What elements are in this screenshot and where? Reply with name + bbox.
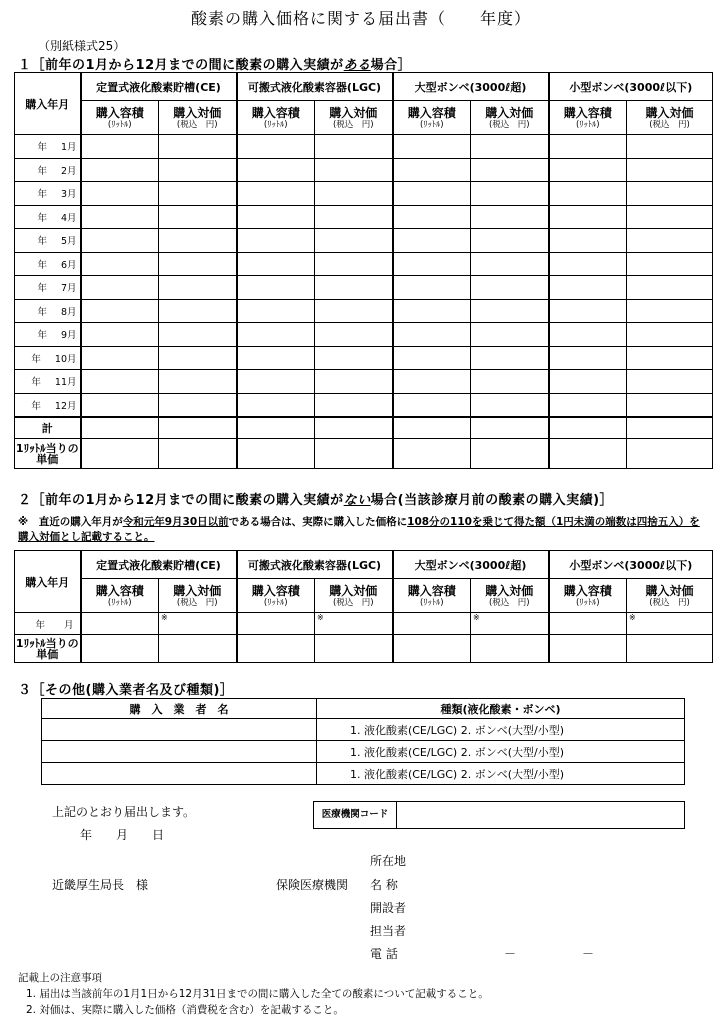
month-cell[interactable]: [549, 370, 627, 394]
sec2-month-cell[interactable]: [549, 613, 627, 635]
lgc-price-header: 購入対価 (税込 円): [315, 101, 393, 135]
month-cell[interactable]: [471, 370, 549, 394]
month-row: [15, 370, 713, 394]
month-cell[interactable]: [237, 135, 315, 159]
month-cell[interactable]: [81, 393, 159, 417]
month-cell[interactable]: [393, 182, 471, 206]
unit-price-cell[interactable]: [237, 439, 315, 469]
large-vol-header-2: 購入容積 (ﾘｯﾄﾙ): [393, 579, 471, 613]
total-cell[interactable]: [237, 417, 315, 439]
month-cell[interactable]: [237, 205, 315, 229]
month-label: 年 3月: [15, 182, 81, 206]
month-cell[interactable]: [81, 370, 159, 394]
total-cell[interactable]: [159, 417, 237, 439]
institution-label: 保険医療機関: [276, 878, 349, 892]
vendor-name-cell[interactable]: [42, 741, 317, 763]
group-header-small: 小型ボンベ(3000ℓ以下): [549, 73, 713, 101]
month-row: [15, 323, 713, 347]
month-row: [15, 229, 713, 253]
month-cell[interactable]: [393, 252, 471, 276]
month-cell[interactable]: [315, 370, 393, 394]
month-cell[interactable]: [549, 182, 627, 206]
small-price-header: 購入対価 (税込 円): [627, 101, 713, 135]
month-cell[interactable]: [393, 276, 471, 300]
month-cell[interactable]: [159, 158, 237, 182]
field-phone: 電 話: [370, 947, 398, 961]
month-cell[interactable]: [315, 346, 393, 370]
unit-price-label: 1ﾘｯﾄﾙ当りの 単価: [15, 439, 81, 469]
sec2-month-cell[interactable]: [159, 613, 237, 635]
total-cell[interactable]: [471, 417, 549, 439]
vendor-name-header: 購 入 業 者 名: [42, 699, 317, 719]
row-label-header: 購入年月: [15, 73, 81, 135]
month-cell[interactable]: [393, 393, 471, 417]
unit-price-cell[interactable]: [471, 439, 549, 469]
month-cell[interactable]: [159, 393, 237, 417]
month-cell[interactable]: [549, 205, 627, 229]
vendor-type-header: 種類(液化酸素・ボンベ): [317, 699, 685, 719]
month-cell[interactable]: [237, 323, 315, 347]
group-header-ce-2: 定置式液化酸素貯槽(CE): [81, 551, 237, 579]
month-cell[interactable]: [627, 370, 713, 394]
submission-date[interactable]: 年 月 日: [80, 828, 165, 842]
month-cell[interactable]: [81, 323, 159, 347]
month-cell[interactable]: [393, 299, 471, 323]
month-cell[interactable]: [627, 182, 713, 206]
month-cell[interactable]: [393, 205, 471, 229]
month-cell[interactable]: [159, 323, 237, 347]
month-cell[interactable]: [81, 229, 159, 253]
month-cell[interactable]: [549, 393, 627, 417]
sec2-unit-price-cell[interactable]: [159, 635, 237, 663]
month-cell[interactable]: [549, 276, 627, 300]
month-cell[interactable]: [237, 370, 315, 394]
total-cell[interactable]: [549, 417, 627, 439]
unit-price-cell[interactable]: [549, 439, 627, 469]
month-cell[interactable]: [549, 346, 627, 370]
ce-price-header: 購入対価 (税込 円): [159, 101, 237, 135]
month-cell[interactable]: [81, 276, 159, 300]
month-cell[interactable]: [315, 276, 393, 300]
month-label: 年 7月: [15, 276, 81, 300]
sec2-unit-price-cell[interactable]: [471, 635, 549, 663]
asterisk-mark: ※: [629, 613, 636, 622]
month-cell[interactable]: [627, 158, 713, 182]
month-cell[interactable]: [159, 229, 237, 253]
total-cell[interactable]: [627, 417, 713, 439]
month-row: [15, 135, 713, 159]
total-cell[interactable]: [315, 417, 393, 439]
month-label: 年 9月: [15, 323, 81, 347]
month-cell[interactable]: [393, 323, 471, 347]
sec2-unit-price-cell[interactable]: [393, 635, 471, 663]
month-cell[interactable]: [315, 158, 393, 182]
month-cell[interactable]: [237, 299, 315, 323]
vendor-name-cell[interactable]: [42, 719, 317, 741]
unit-price-cell[interactable]: [81, 439, 159, 469]
month-cell[interactable]: [549, 229, 627, 253]
institution-code-label: 医療機関コード: [314, 802, 397, 828]
month-row: [15, 205, 713, 229]
month-cell[interactable]: [159, 135, 237, 159]
declaration-text: 上記のとおり届出します。: [52, 805, 196, 819]
month-cell[interactable]: [471, 276, 549, 300]
purchase-table-2: [14, 550, 713, 663]
phone-dash-2: －: [582, 947, 595, 961]
field-contact: 担当者: [370, 924, 407, 938]
ce-vol-header-2: 購入容積 (ﾘｯﾄﾙ): [81, 579, 159, 613]
ce-price-header-2: 購入対価 (税込 円): [159, 579, 237, 613]
month-cell[interactable]: [627, 323, 713, 347]
group-header-large: 大型ボンベ(3000ℓ超): [393, 73, 549, 101]
month-label: 年 2月: [15, 158, 81, 182]
month-cell[interactable]: [315, 135, 393, 159]
lgc-price-header-2: 購入対価 (税込 円): [315, 579, 393, 613]
month-cell[interactable]: [627, 135, 713, 159]
month-cell[interactable]: [471, 299, 549, 323]
month-label: 年 5月: [15, 229, 81, 253]
asterisk-mark: ※: [317, 613, 324, 622]
total-cell[interactable]: [393, 417, 471, 439]
small-price-header-2: 購入対価 (税込 円): [627, 579, 713, 613]
sec2-month-cell[interactable]: [315, 613, 393, 635]
month-cell[interactable]: [471, 158, 549, 182]
month-cell[interactable]: [471, 182, 549, 206]
month-label: 年 12月: [15, 393, 81, 417]
unit-price-label-2: 1ﾘｯﾄﾙ当りの 単価: [15, 636, 79, 661]
month-cell[interactable]: [549, 299, 627, 323]
month-cell[interactable]: [81, 135, 159, 159]
month-cell[interactable]: [237, 393, 315, 417]
unit-price-cell[interactable]: [159, 439, 237, 469]
month-cell[interactable]: [159, 370, 237, 394]
phone-dash-1: －: [504, 947, 517, 961]
month-row: [15, 346, 713, 370]
field-name: 名 称: [370, 878, 398, 892]
month-cell[interactable]: [159, 182, 237, 206]
month-cell[interactable]: [81, 252, 159, 276]
month-cell[interactable]: [627, 299, 713, 323]
month-cell[interactable]: [627, 276, 713, 300]
month-cell[interactable]: [393, 370, 471, 394]
asterisk-mark: ※: [161, 613, 168, 622]
month-cell[interactable]: [159, 299, 237, 323]
form-number: （別紙様式25）: [38, 39, 126, 53]
month-cell[interactable]: [627, 252, 713, 276]
month-cell[interactable]: [627, 205, 713, 229]
sec2-month-label: 年 月: [15, 613, 81, 635]
institution-code-box: [313, 801, 685, 829]
sec2-unit-price-cell[interactable]: [627, 635, 713, 663]
month-cell[interactable]: [393, 135, 471, 159]
month-cell[interactable]: [315, 393, 393, 417]
large-price-header: 購入対価 (税込 円): [471, 101, 549, 135]
month-cell[interactable]: [393, 158, 471, 182]
vendor-name-cell[interactable]: [42, 763, 317, 785]
month-label: 年 6月: [15, 252, 81, 276]
unit-price-cell[interactable]: [627, 439, 713, 469]
sec2-month-cell[interactable]: [471, 613, 549, 635]
section2-heading: ２［前年の1月から12月までの間に酸素の購入実績がない場合(当該診療月前の酸素の購入実績)］: [18, 493, 614, 508]
sec2-unit-price-cell[interactable]: [315, 635, 393, 663]
month-cell[interactable]: [81, 182, 159, 206]
field-address: 所在地: [370, 854, 407, 868]
month-cell[interactable]: [471, 229, 549, 253]
month-cell[interactable]: [549, 323, 627, 347]
section1-heading: １［前年の1月から12月までの間に酸素の購入実績がある場合］: [18, 58, 412, 73]
sec2-month-cell[interactable]: [81, 613, 159, 635]
month-cell[interactable]: [237, 252, 315, 276]
month-row: [15, 252, 713, 276]
vendor-table: [41, 698, 685, 785]
large-vol-header: 購入容積 (ﾘｯﾄﾙ): [393, 101, 471, 135]
institution-code-input[interactable]: [397, 802, 684, 828]
form-title: 酸素の購入価格に関する届出書（ 年度）: [190, 9, 531, 28]
sec2-unit-price-cell[interactable]: [549, 635, 627, 663]
month-cell[interactable]: [549, 158, 627, 182]
month-cell[interactable]: [471, 205, 549, 229]
vendor-type-option[interactable]: 1. 液化酸素(CE/LGC) 2. ボンベ(大型/小型): [317, 763, 685, 785]
month-cell[interactable]: [237, 346, 315, 370]
section2-note: ※ 直近の購入年月が令和元年9月30日以前である場合は、実際に購入した価格に108分の110を乗じて得た額（1円未満の端数は四捨五入）を購入対価とし記載すること。: [18, 516, 700, 543]
note-2: 2. 対価は、実際に購入した価格（消費税を含む）を記載すること。: [26, 1004, 344, 1016]
group-header-small-2: 小型ボンベ(3000ℓ以下): [549, 551, 713, 579]
month-label: 年 11月: [15, 370, 81, 394]
month-cell[interactable]: [315, 323, 393, 347]
lgc-vol-header-2: 購入容積 (ﾘｯﾄﾙ): [237, 579, 315, 613]
month-cell[interactable]: [471, 135, 549, 159]
month-cell[interactable]: [393, 346, 471, 370]
month-cell[interactable]: [315, 229, 393, 253]
month-cell[interactable]: [315, 299, 393, 323]
month-cell[interactable]: [549, 252, 627, 276]
month-label: 年 1月: [15, 135, 81, 159]
total-cell[interactable]: [81, 417, 159, 439]
month-cell[interactable]: [237, 229, 315, 253]
month-label: 年 8月: [15, 299, 81, 323]
total-label: 計: [15, 417, 81, 439]
large-price-header-2: 購入対価 (税込 円): [471, 579, 549, 613]
month-cell[interactable]: [393, 229, 471, 253]
month-cell[interactable]: [627, 346, 713, 370]
addressee: 近畿厚生局長 様: [52, 878, 149, 892]
month-cell[interactable]: [237, 158, 315, 182]
month-cell[interactable]: [81, 158, 159, 182]
month-cell[interactable]: [81, 205, 159, 229]
month-cell[interactable]: [159, 252, 237, 276]
small-vol-header: 購入容積 (ﾘｯﾄﾙ): [549, 101, 627, 135]
month-cell[interactable]: [315, 182, 393, 206]
month-label: 年 4月: [15, 205, 81, 229]
purchase-table-1: [14, 72, 713, 469]
lgc-vol-header: 購入容積 (ﾘｯﾄﾙ): [237, 101, 315, 135]
month-cell[interactable]: [471, 346, 549, 370]
sec2-unit-price-cell[interactable]: [237, 635, 315, 663]
unit-price-cell[interactable]: [393, 439, 471, 469]
notes-title: 記載上の注意事項: [18, 972, 102, 984]
month-cell[interactable]: [627, 229, 713, 253]
month-cell[interactable]: [471, 252, 549, 276]
section2-emphasis: ない: [343, 493, 371, 508]
asterisk-mark: ※: [473, 613, 480, 622]
month-row: [15, 158, 713, 182]
ce-vol-header: 購入容積 (ﾘｯﾄﾙ): [81, 101, 159, 135]
group-header-lgc: 可搬式液化酸素容器(LGC): [237, 73, 393, 101]
month-row: [15, 393, 713, 417]
month-label: 年 10月: [15, 346, 81, 370]
sec2-month-cell[interactable]: [393, 613, 471, 635]
vendor-type-option[interactable]: 1. 液化酸素(CE/LGC) 2. ボンベ(大型/小型): [317, 719, 685, 741]
vendor-type-option[interactable]: 1. 液化酸素(CE/LGC) 2. ボンベ(大型/小型): [317, 741, 685, 763]
month-row: [15, 299, 713, 323]
month-cell[interactable]: [81, 346, 159, 370]
group-header-ce: 定置式液化酸素貯槽(CE): [81, 73, 237, 101]
month-cell[interactable]: [237, 276, 315, 300]
month-cell[interactable]: [471, 323, 549, 347]
field-founder: 開設者: [370, 901, 407, 915]
month-cell[interactable]: [471, 393, 549, 417]
sec2-month-cell[interactable]: [237, 613, 315, 635]
sec2-month-cell[interactable]: [627, 613, 713, 635]
group-header-lgc-2: 可搬式液化酸素容器(LGC): [237, 551, 393, 579]
month-cell[interactable]: [549, 135, 627, 159]
month-cell[interactable]: [315, 252, 393, 276]
month-cell[interactable]: [315, 205, 393, 229]
month-cell[interactable]: [159, 276, 237, 300]
section3-heading: ３［その他(購入業者名及び種類)］: [18, 683, 234, 698]
small-vol-header-2: 購入容積 (ﾘｯﾄﾙ): [549, 579, 627, 613]
row-label-header-2: 購入年月: [15, 551, 81, 613]
note-1: 1. 届出は当該前年の1月1日から12月31日までの間に購入した全ての酸素について記載すること。: [26, 988, 489, 1000]
section1-emphasis: ある: [343, 58, 371, 73]
sec2-unit-price-cell[interactable]: [81, 635, 159, 663]
month-cell[interactable]: [627, 393, 713, 417]
month-cell[interactable]: [237, 182, 315, 206]
month-cell[interactable]: [159, 205, 237, 229]
month-row: [15, 182, 713, 206]
group-header-large-2: 大型ボンベ(3000ℓ超): [393, 551, 549, 579]
unit-price-cell[interactable]: [315, 439, 393, 469]
month-cell[interactable]: [159, 346, 237, 370]
month-row: [15, 276, 713, 300]
month-cell[interactable]: [81, 299, 159, 323]
